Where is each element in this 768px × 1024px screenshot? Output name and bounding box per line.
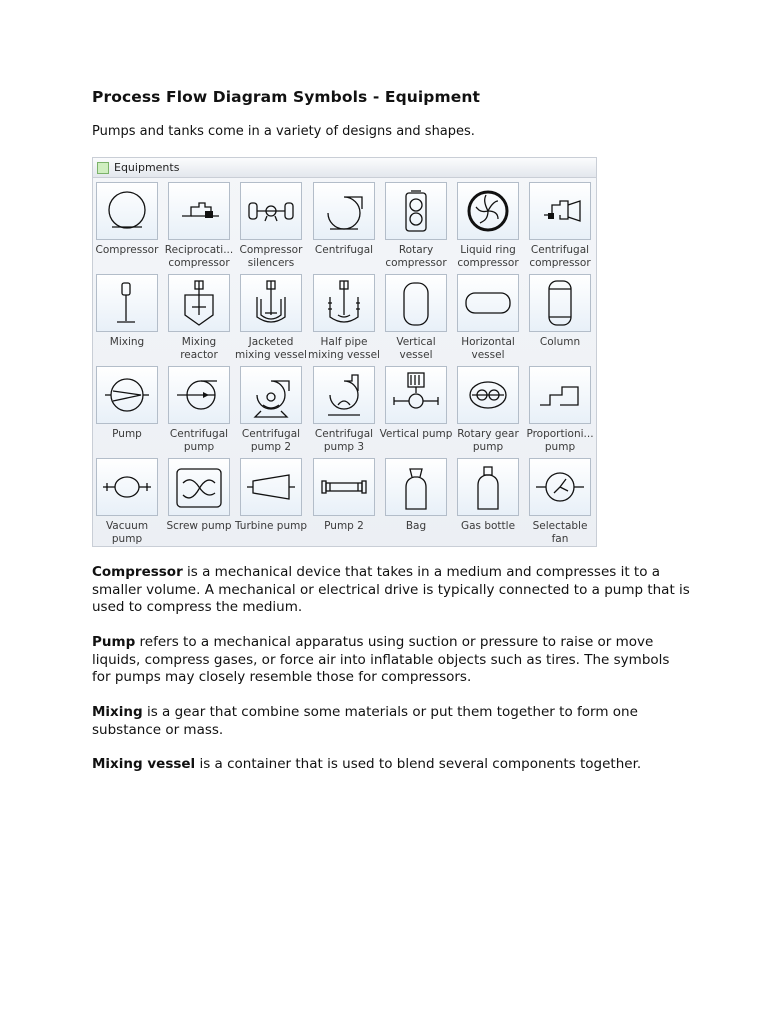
equipment-item[interactable] [168,366,240,456]
proportioning-pump-icon [529,366,591,424]
equipment-item[interactable] [96,366,168,456]
half-pipe-mixing-vessel-icon [313,274,375,332]
equipment-item[interactable] [385,182,457,272]
column-icon [529,274,591,332]
definition-term: Compressor [92,564,183,580]
equipment-label: Liquid ring compressor [457,244,519,269]
liquid-ring-compressor-icon [457,182,519,240]
equipment-item[interactable] [308,274,385,364]
equipment-item[interactable] [168,274,240,364]
definition-mixing-vessel [92,756,692,774]
page-title: Process Flow Diagram Symbols - Equipment [92,88,481,106]
equipment-label: Centrifugal pump [169,428,229,453]
definition-text: is a mechanical device that takes in a medium and compresses it to a smaller volume. A mechanical or electrical drive is typically connected to a pump that is used to compress the medium. [92,564,690,615]
equipment-label: Vertical vessel [396,336,436,361]
equipment-label: Gas bottle [460,520,516,532]
definition-mixing [92,704,692,739]
centrifugal-pump-icon [168,366,230,424]
equipment-item[interactable] [313,182,385,272]
equipment-item[interactable] [385,458,457,547]
panel-toggle-icon[interactable] [97,162,109,174]
gas-bottle-icon [457,458,519,516]
equipment-label: Vacuum pump [105,520,149,545]
equipment-label: Selectable fan [532,520,588,545]
definition-text: refers to a mechanical apparatus using suction or pressure to raise or move liquids, compress gases, or force air into inflatable objects such as tires. The symbols for pumps may closely resemble those for compressors. [92,634,670,685]
equipment-label: Rotary compressor [385,244,447,269]
equipment-item[interactable] [529,458,597,547]
equipment-item[interactable] [313,458,385,547]
selectable-fan-icon [529,458,591,516]
equipment-label: Vertical pump [379,428,453,440]
equipment-item[interactable] [457,182,529,272]
equipment-item[interactable] [240,366,312,456]
pump-icon [96,366,158,424]
equipment-item[interactable] [379,366,457,456]
horizontal-vessel-icon [457,274,519,332]
definition-term: Pump [92,634,136,650]
rotary-gear-pump-icon [457,366,519,424]
equipment-item[interactable] [457,274,529,364]
vacuum-pump-icon [96,458,158,516]
equipment-label: Rotary gear pump [457,428,519,453]
equipment-label: Centrifugal pump 2 [241,428,301,453]
definition-text: is a container that is used to blend several components together. [195,756,642,772]
definition-term: Mixing vessel [92,756,196,772]
equipment-label: Bag [405,520,427,532]
vertical-vessel-icon [385,274,447,332]
equipment-label: Compressor [95,244,159,256]
equipment-label: Compressor silencers [239,244,303,269]
equipment-label: Jacketed mixing vessel [235,336,307,361]
equipment-item[interactable] [96,274,168,364]
equipment-item[interactable] [529,182,597,272]
equipment-label: Mixing [109,336,145,348]
mixing-icon [96,274,158,332]
definition-term: Mixing [92,704,143,720]
centrifugal-pump-3-icon [313,366,375,424]
equipment-label: Centrifugal [314,244,374,256]
centrifugal-icon [313,182,375,240]
intro-text: Pumps and tanks come in a variety of designs and shapes. [92,124,475,139]
equipment-item[interactable] [526,366,597,456]
definition-compressor [92,564,692,617]
bag-icon [385,458,447,516]
equipment-item[interactable] [240,182,312,272]
panel-header [93,158,596,178]
vertical-pump-icon [385,366,447,424]
compressor-silencers-icon [240,182,302,240]
equipment-item[interactable] [234,458,312,547]
equipment-label: Centrifugal compressor [529,244,591,269]
reciprocating-compressor-icon [168,182,230,240]
equipment-label: Turbine pump [234,520,308,532]
equipment-item[interactable] [96,182,168,272]
screw-pump-icon [168,458,230,516]
equipment-label: Screw pump [166,520,232,532]
equipment-item[interactable] [235,274,312,364]
mixing-reactor-icon [168,274,230,332]
equipment-item[interactable] [529,274,597,364]
equipment-item[interactable] [168,458,240,547]
centrifugal-compressor-icon [529,182,591,240]
equipment-label: Centrifugal pump 3 [314,428,374,453]
equipment-label: Column [539,336,581,348]
turbine-pump-icon [240,458,302,516]
equipment-label: Proportioni... pump [526,428,594,453]
centrifugal-pump-2-icon [240,366,302,424]
equipment-item[interactable] [96,458,168,547]
equipment-label: Mixing reactor [180,336,218,361]
equipment-item[interactable] [385,274,457,364]
equipment-label: Half pipe mixing vessel [308,336,380,361]
equipment-item[interactable] [457,366,529,456]
equipment-label: Horizontal vessel [461,336,515,361]
pump-2-icon [313,458,375,516]
equipments-panel [92,157,597,547]
equipment-label: Pump 2 [324,520,364,532]
equipment-label: Pump [112,428,142,440]
equipment-label: Reciprocati... compressor [164,244,234,269]
jacketed-mixing-vessel-icon [240,274,302,332]
equipment-item[interactable] [457,458,529,547]
rotary-compressor-icon [385,182,447,240]
compressor-icon [96,182,158,240]
panel-title: Equipments [114,161,180,174]
definition-pump [92,634,692,687]
definition-text: is a gear that combine some materials or put them together to form one substance or mass. [92,704,638,738]
equipment-item[interactable] [313,366,385,456]
equipment-item[interactable] [164,182,240,272]
